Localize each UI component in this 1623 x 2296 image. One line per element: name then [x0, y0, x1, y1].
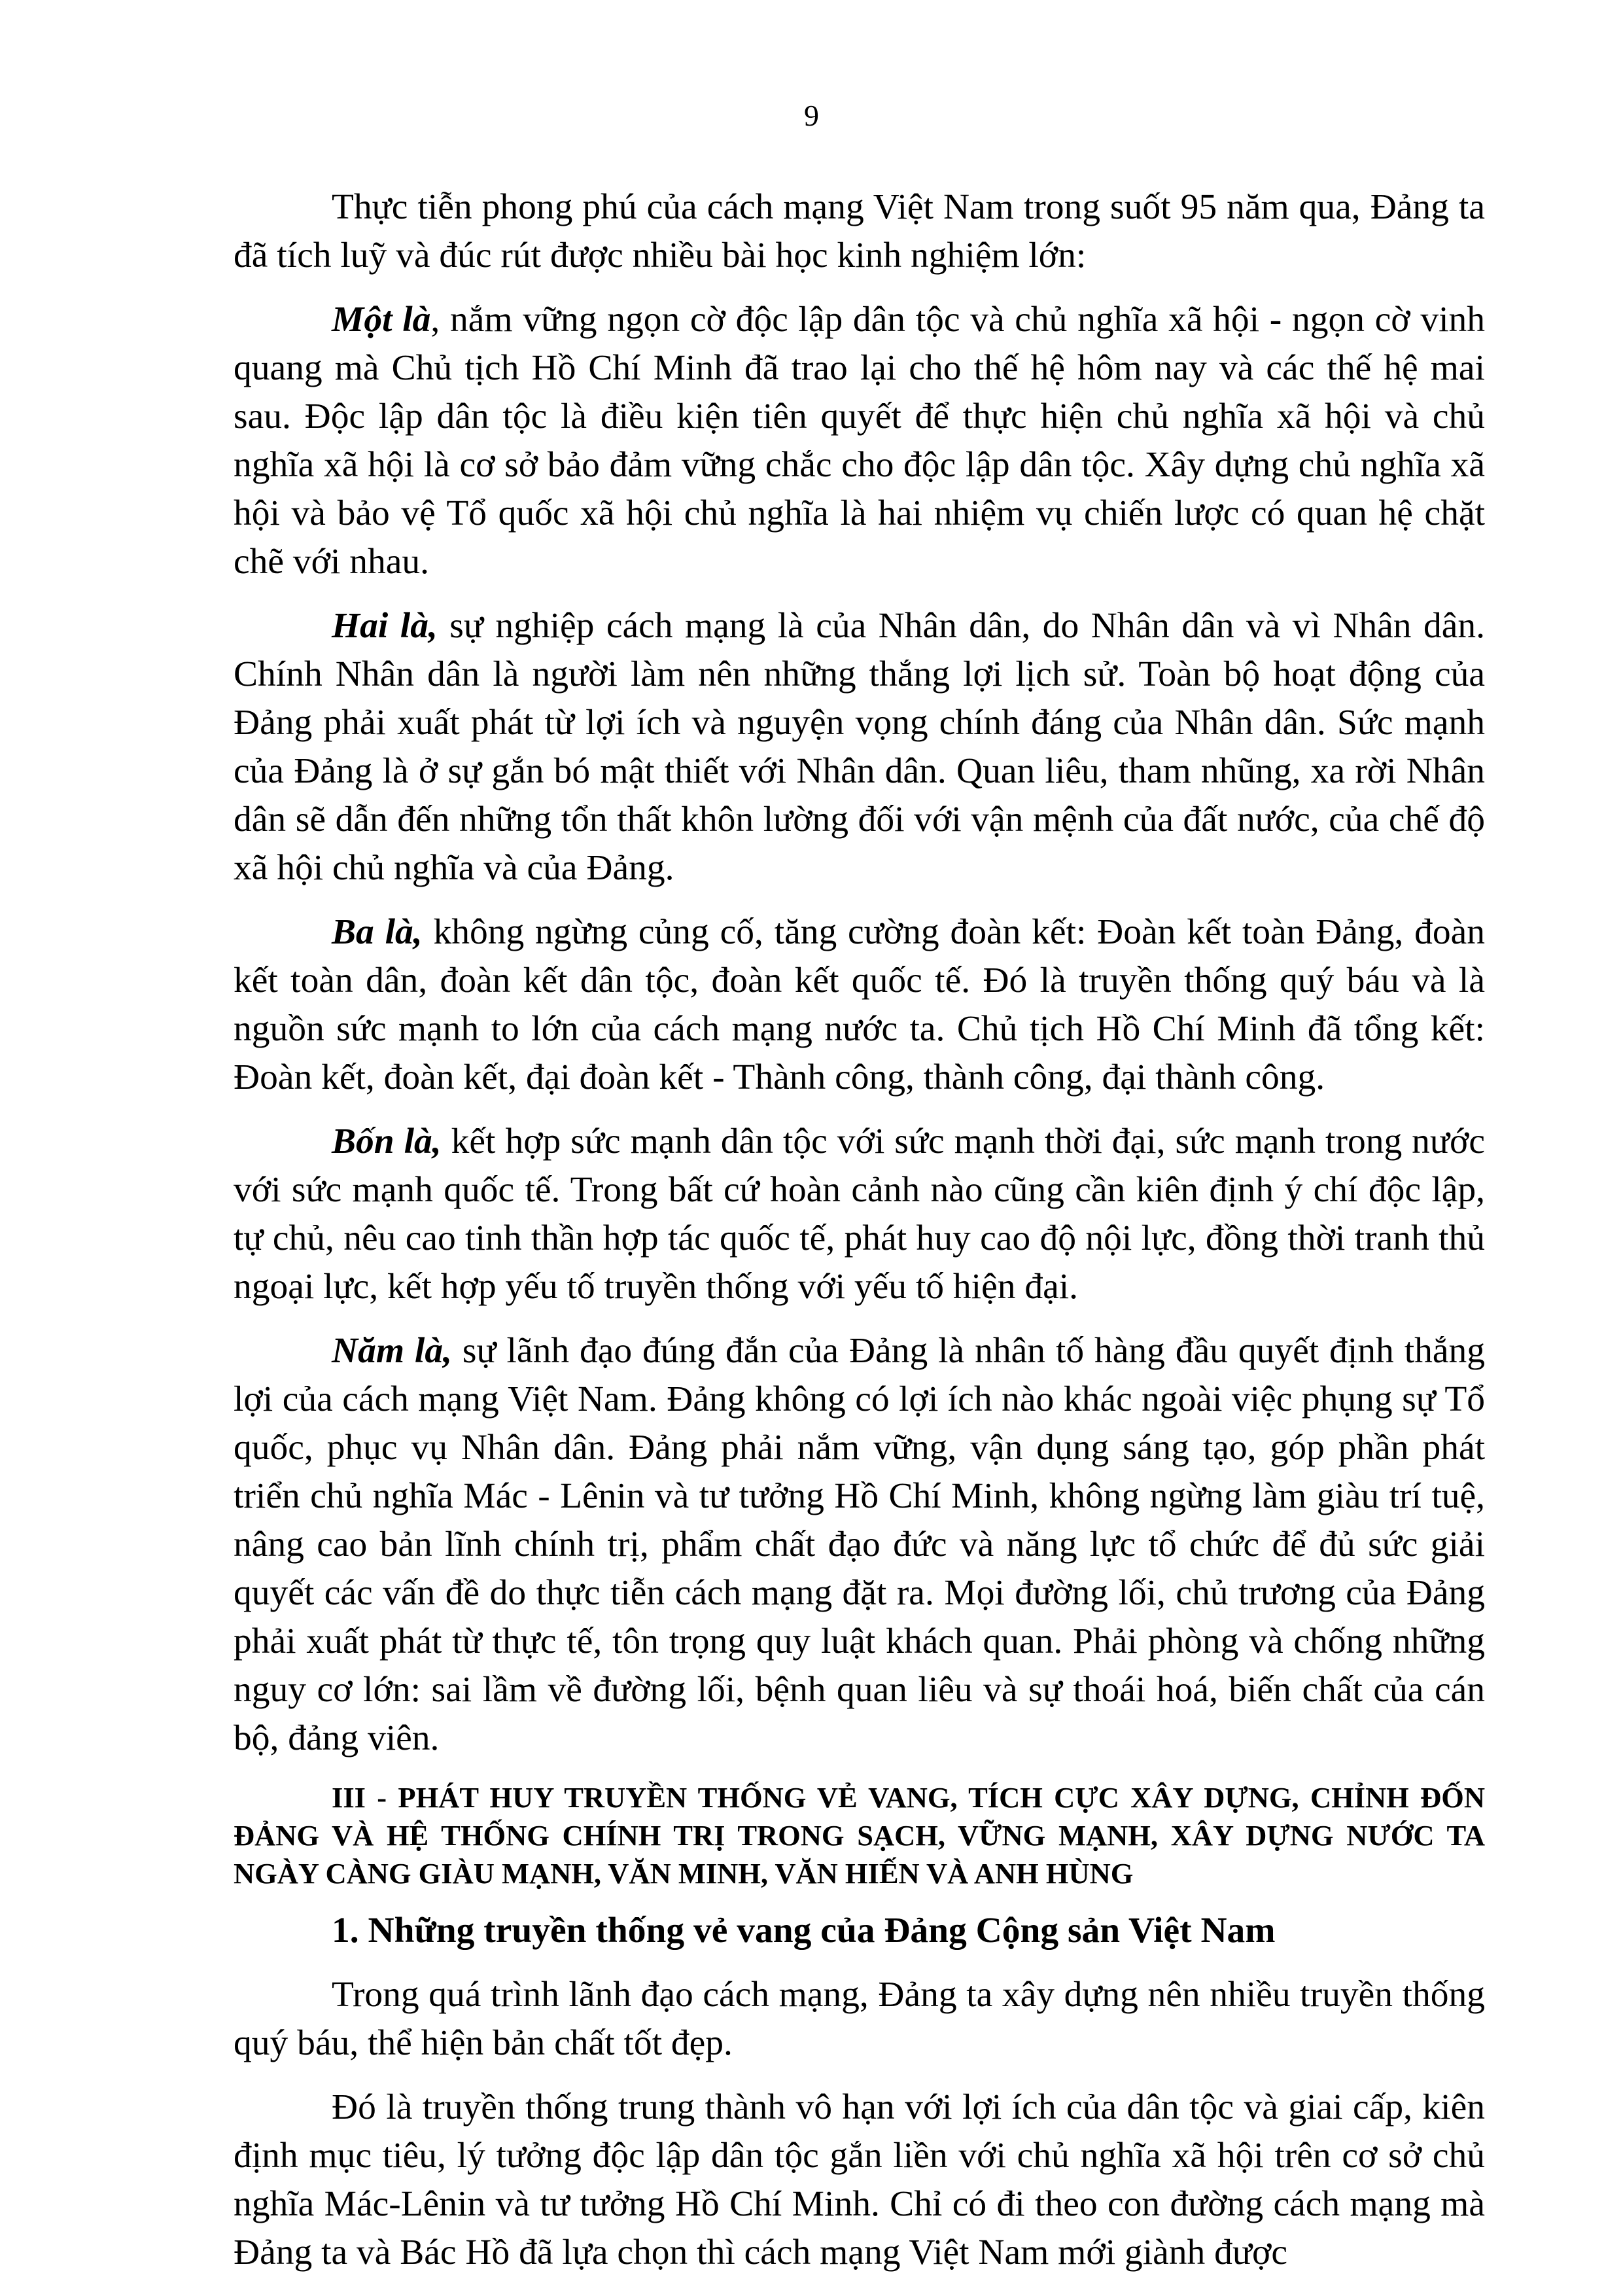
lesson-four-paragraph — [234, 1118, 1485, 1311]
tradition-intro-paragraph: Trong quá trình lãnh đạo cách mạng, Đảng ta xây dựng nên nhiều truyền thống quý báu, thể hiện bản chất tốt đẹp. — [234, 1975, 1485, 2063]
page-body — [234, 183, 1485, 2293]
lesson-four-lead: Bốn là, — [332, 1122, 442, 1161]
lesson-three-lead: Ba là, — [332, 912, 423, 952]
lesson-two-lead: Hai là, — [332, 606, 438, 646]
lesson-three-text: không ngừng củng cố, tăng cường đoàn kết: Đoàn kết toàn Đảng, đoàn kết toàn dân, đoàn kết dân tộc, đoàn kết quốc tế. Đó là truyền thống quý báu và là nguồn sức mạnh to lớn của cách mạng nước ta. Chủ tịch Hồ Chí Minh đã tổng kết: Đoàn kết, đoàn kết, đại đoàn kết - Thành công, thành công, đại thành công. — [234, 912, 1485, 1097]
lesson-three-paragraph — [234, 908, 1485, 1102]
lesson-five-text: sự lãnh đạo đúng đắn của Đảng là nhân tố hàng đầu quyết định thắng lợi của cách mạng Việt Nam. Đảng không có lợi ích nào khác ngoài việc phụng sự Tổ quốc, phục vụ Nhân dân. Đảng phải nắm vững, vận dụng sáng tạo, góp phần phát triển chủ nghĩa Mác - Lênin và tư tưởng Hồ Chí Minh, không ngừng làm giàu trí tuệ, nâng cao bản lĩnh chính trị, phẩm chất đạo đức và năng lực tổ chức để đủ sức giải quyết các vấn đề do thực tiễn cách mạng đặt ra. Mọi đường lối, chủ trương của Đảng phải xuất phát từ thực tế, tôn trọng quy luật khách quan. Phải phòng và chống những nguy cơ lớn: sai lầm về đường lối, bệnh quan liêu và sự thoái hoá, biến chất của cán bộ, đảng viên. — [234, 1331, 1486, 1758]
page-number: 9 — [804, 99, 819, 132]
sub-heading: 1. Những truyền thống vẻ vang của Đảng Cộng sản Việt Nam — [332, 1911, 1276, 1951]
lesson-five-lead: Năm là, — [332, 1331, 452, 1371]
tradition-one-paragraph: Đó là truyền thống trung thành vô hạn với lợi ích của dân tộc và giai cấp, kiên định mục tiêu, lý tưởng độc lập dân tộc gắn liền với chủ nghĩa xã hội trên cơ sở chủ nghĩa Mác-Lênin và tư tưởng Hồ Chí Minh. Chỉ có đi theo con đường cách mạng mà Đảng ta và Bác Hồ đã lựa chọn thì cách mạng Việt Nam mới giành được — [234, 2087, 1485, 2272]
lesson-four-text: kết hợp sức mạnh dân tộc với sức mạnh thời đại, sức mạnh trong nước với sức mạnh quốc tế. Trong bất cứ hoàn cảnh nào cũng cần kiên định ý chí độc lập, tự chủ, nêu cao tinh thần hợp tác quốc tế, phát huy cao độ nội lực, đồng thời tranh thủ ngoại lực, kết hợp yếu tố truyền thống với yếu tố hiện đại. — [234, 1122, 1485, 1307]
lesson-one-text: , nắm vững ngọn cờ độc lập dân tộc và chủ nghĩa xã hội - ngọn cờ vinh quang mà Chủ tịch Hồ Chí Minh đã trao lại cho thế hệ hôm nay và các thế hệ mai sau. Độc lập dân tộc là điều kiện tiên quyết để thực hiện chủ nghĩa xã hội và chủ nghĩa xã hội là cơ sở bảo đảm vững chắc cho độc lập dân tộc. Xây dựng chủ nghĩa xã hội và bảo vệ Tổ quốc xã hội chủ nghĩa là hai nhiệm vụ chiến lược có quan hệ chặt chẽ với nhau. — [234, 300, 1485, 582]
lesson-two-text: sự nghiệp cách mạng là của Nhân dân, do Nhân dân và vì Nhân dân. Chính Nhân dân là người làm nên những thắng lợi lịch sử. Toàn bộ hoạt động của Đảng phải xuất phát từ lợi ích và nguyện vọng chính đáng của Nhân dân. Sức mạnh của Đảng là ở sự gắn bó mật thiết với Nhân dân. Quan liêu, tham nhũng, xa rời Nhân dân sẽ dẫn đến những tổn thất khôn lường đối với vận mệnh của đất nước, của chế độ xã hội chủ nghĩa và của Đảng. — [234, 606, 1485, 888]
lesson-one-paragraph — [234, 296, 1485, 586]
section-heading: III - PHÁT HUY TRUYỀN THỐNG VẺ VANG, TÍCH CỰC XÂY DỰNG, CHỈNH ĐỐN ĐẢNG VÀ HỆ THỐNG CHÍNH TRỊ TRONG SẠCH, VỮNG MẠNH, XÂY DỰNG NƯỚC TA NGÀY CÀNG GIÀU MẠNH, VĂN MINH, VĂN HIẾN VÀ ANH HÙNG — [234, 1781, 1485, 1890]
lesson-one-lead: Một là — [332, 300, 431, 340]
lesson-two-paragraph — [234, 602, 1485, 892]
lesson-five-paragraph — [234, 1327, 1485, 1763]
intro-paragraph: Thực tiễn phong phú của cách mạng Việt Nam trong suốt 95 năm qua, Đảng ta đã tích luỹ và đúc rút được nhiều bài học kinh nghiệm lớn: — [234, 187, 1485, 275]
